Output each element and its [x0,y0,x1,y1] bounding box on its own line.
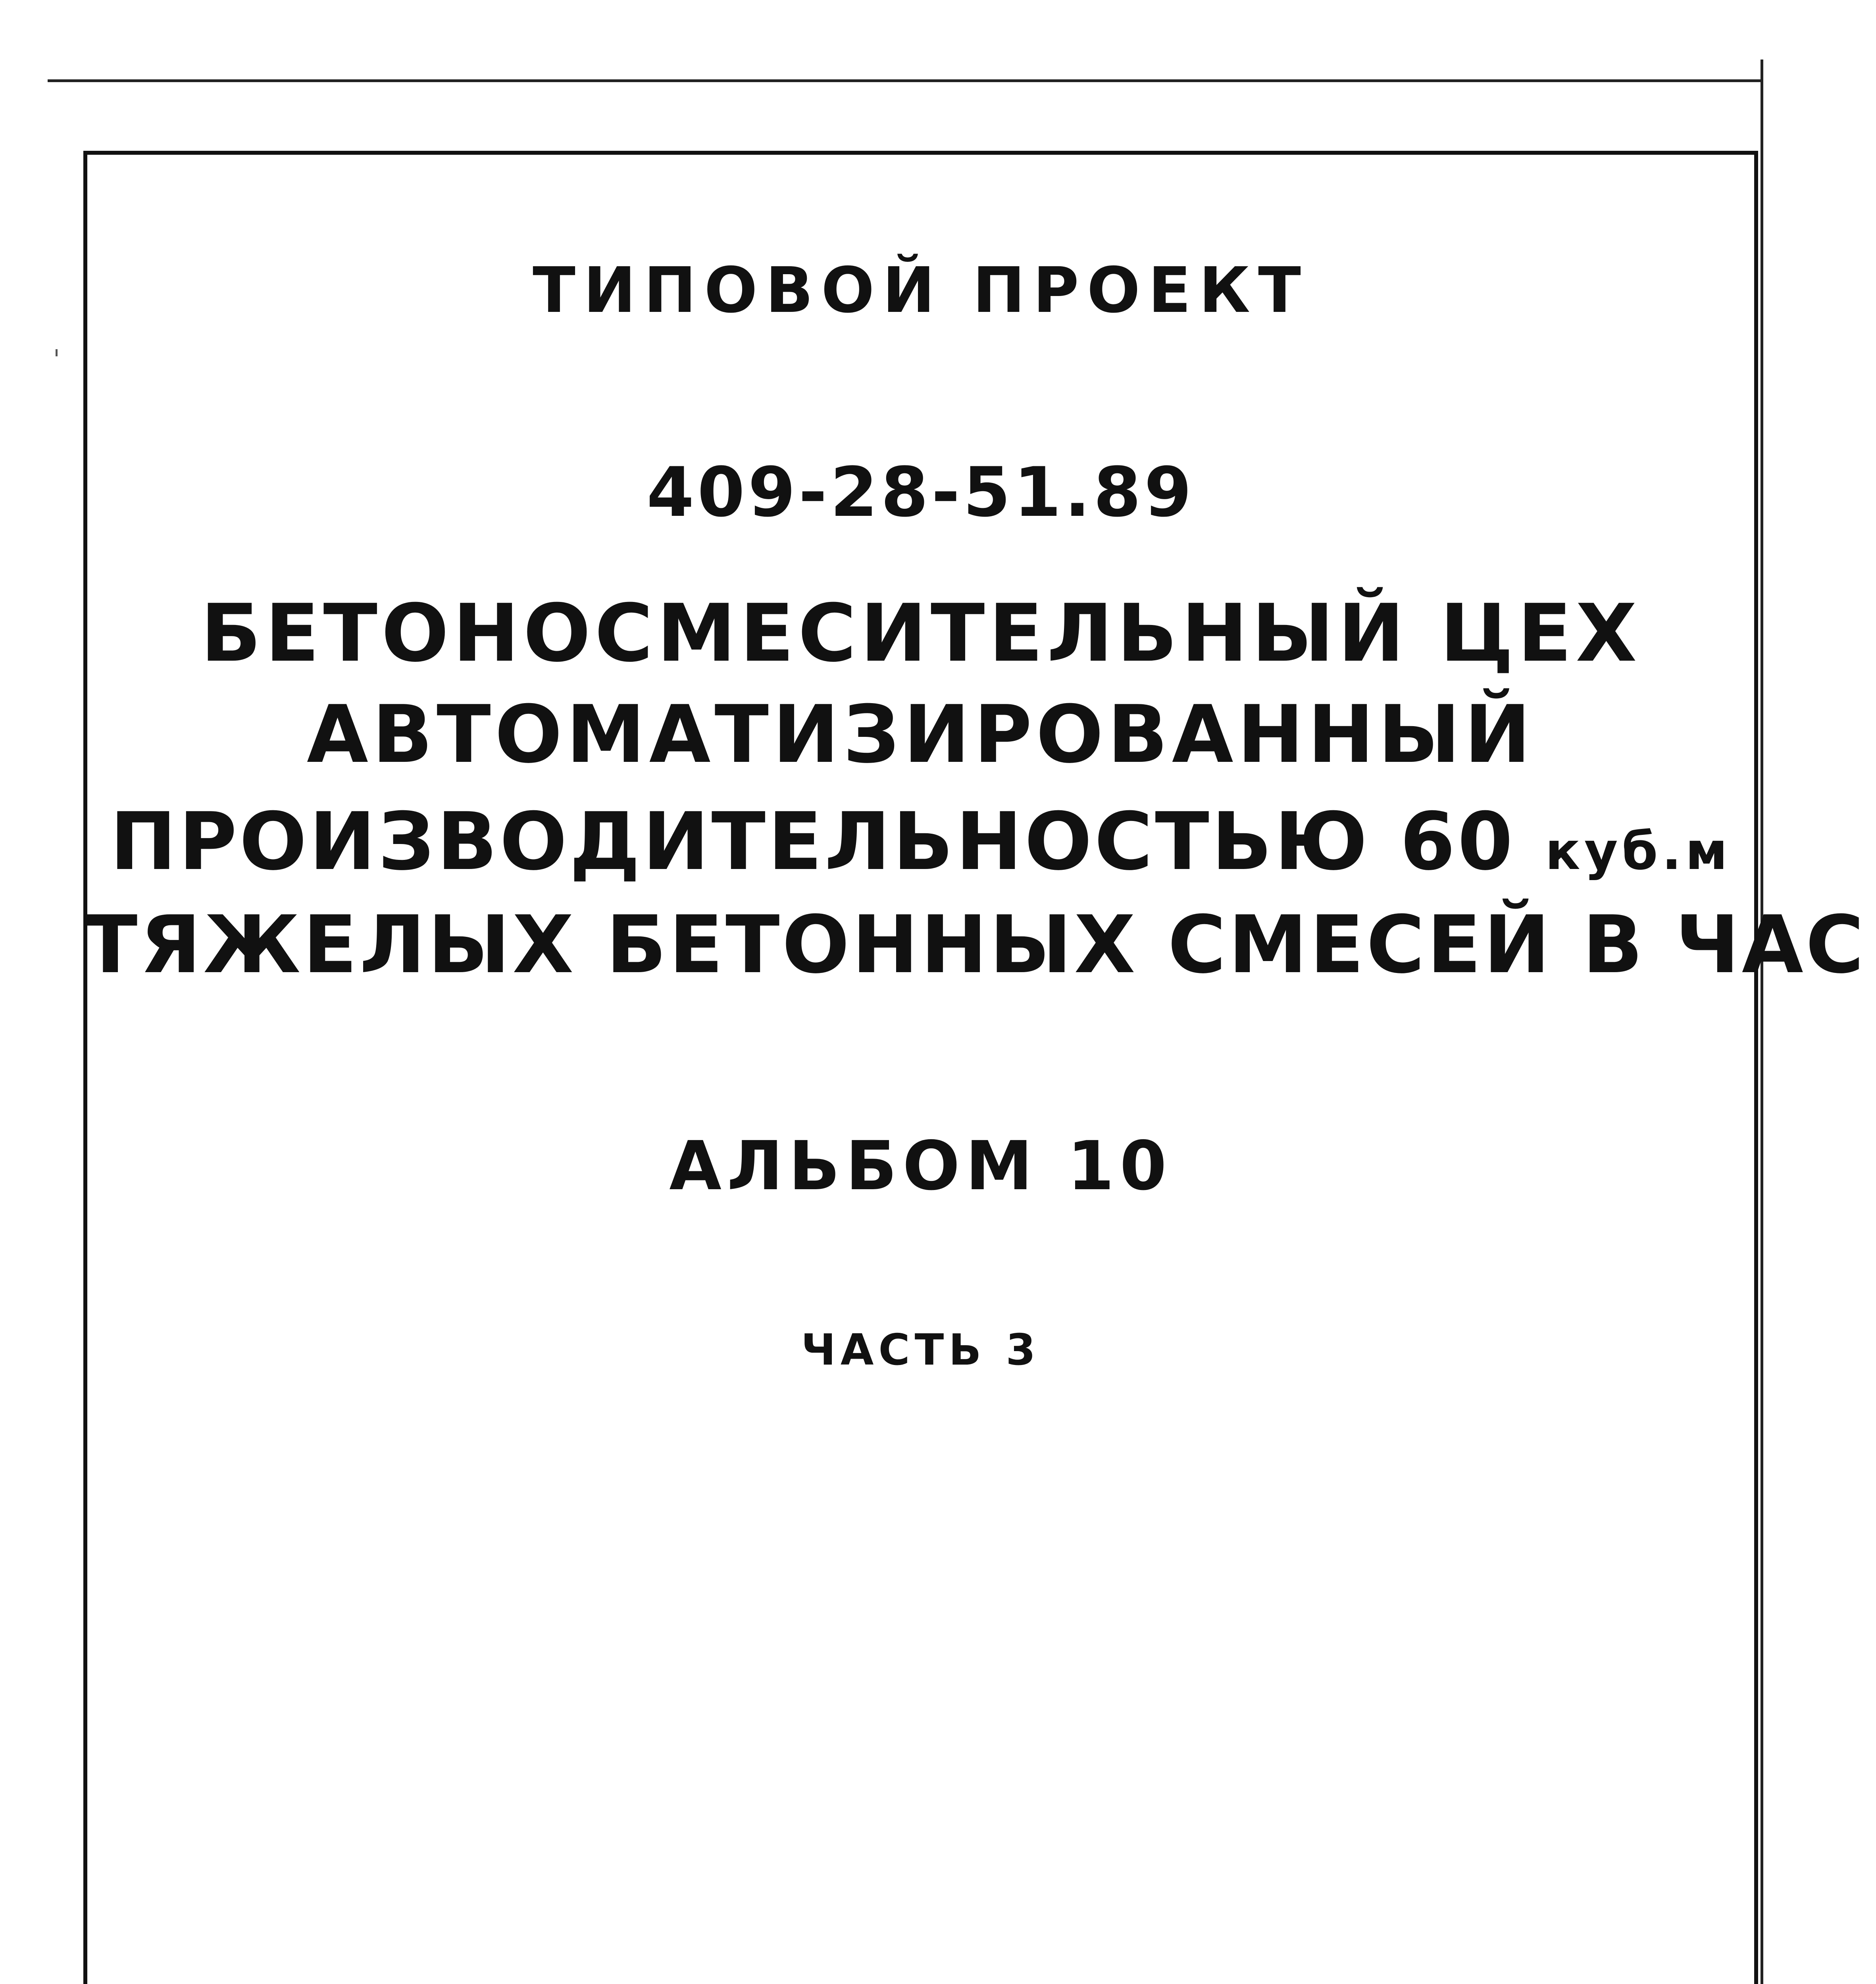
right-rule [1761,60,1763,1984]
part-number: ЧАСТЬ 3 [801,1325,1041,1375]
document-type-heading: ТИПОВОЙ ПРОЕКТ [533,254,1309,327]
top-rule [48,79,1762,82]
album-number: АЛЬБОМ 10 [669,1127,1172,1205]
title-line-3-text: ПРОИЗВОДИТЕЛЬНОСТЬЮ 60 [110,796,1515,888]
title-line-3 [83,796,1758,888]
capacity-unit: куб.м [1545,821,1732,881]
scan-speck [56,349,58,356]
title-line-1: БЕТОНОСМЕСИТЕЛЬНЫЙ ЦЕХ [200,587,1641,680]
title-line-2: АВТОМАТИЗИРОВАННЫЙ [307,688,1535,781]
drawing-frame [83,151,1866,1984]
project-number: 409-28-51.89 [646,452,1195,532]
title-line-4: ТЯЖЕЛЫХ БЕТОННЫХ СМЕСЕЙ В ЧАС [83,899,1866,991]
